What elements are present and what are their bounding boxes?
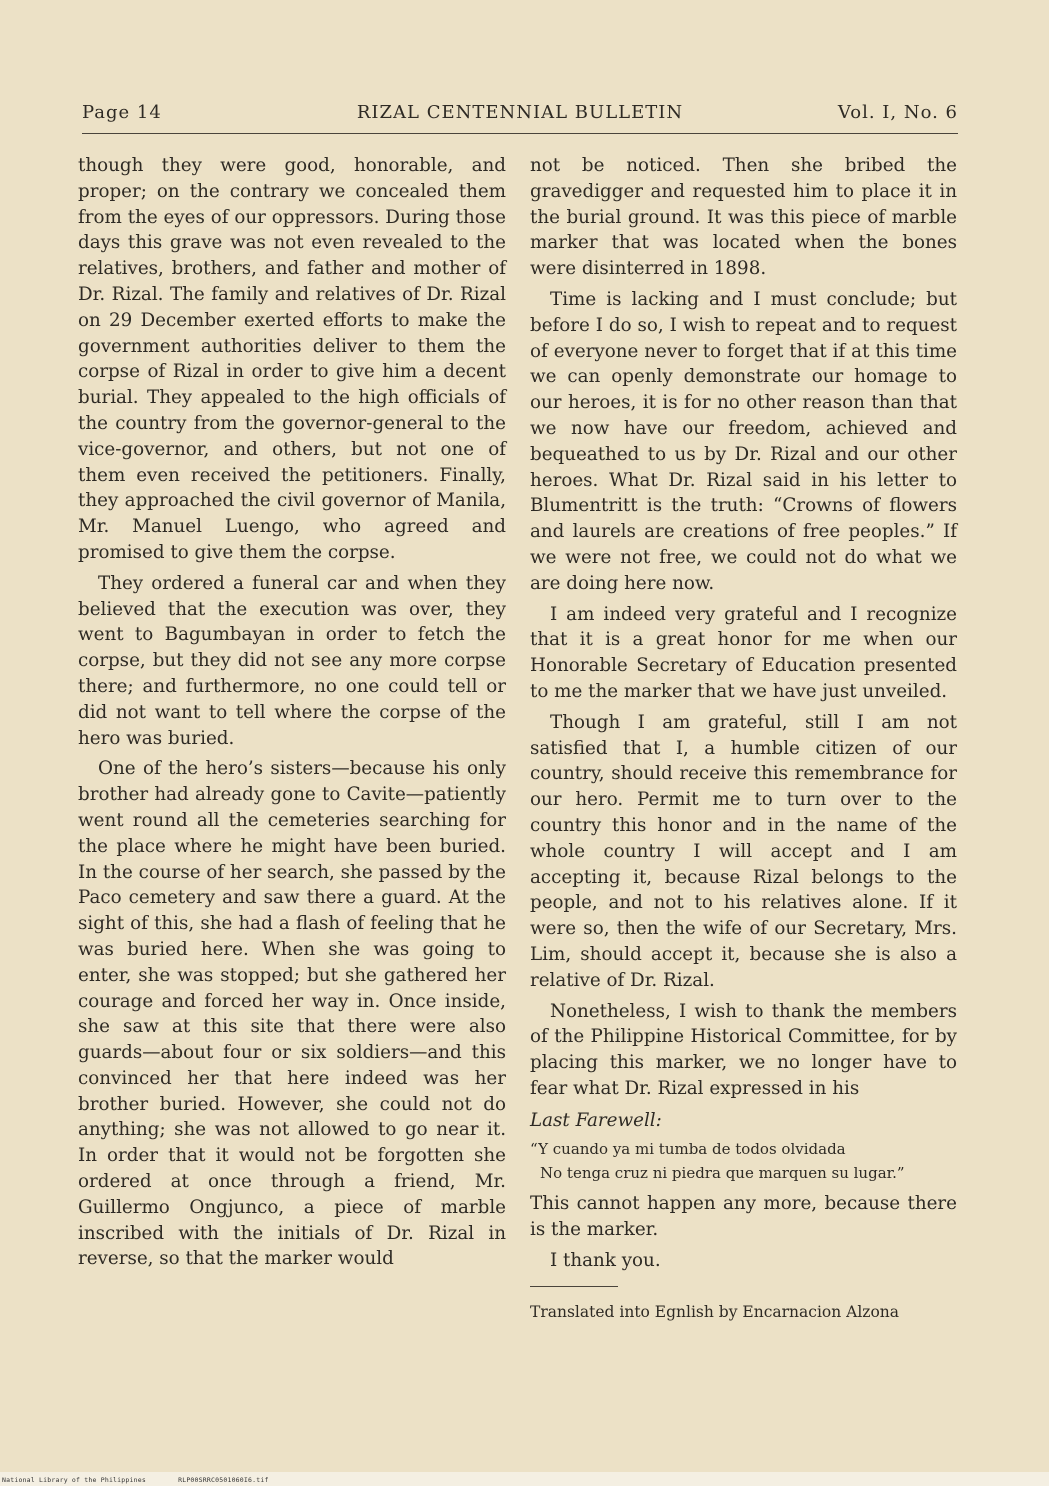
poem-title: Last Farewell: (530, 1109, 662, 1131)
paragraph: though they were good, honorable, and proper; on the contrary we concealed them from the eyes of our oppressors. During those days this grave was not even revealed to the relatives, brothers, and father and mother of Dr. Rizal. The family and relatives of Dr. Rizal on 29 December exerted efforts to make the government authorities deliver to them the corpse of Rizal in order to give him a decent burial. They appealed to the high officials of the country from the governor-general to the vice-governor, and others, but not one of them even received the petitioners. Finally, they approached the civil governor of Manila, Mr. Manuel Luengo, who agreed and promised to give them the corpse. (78, 155, 506, 563)
translation-credit: Translated into Egnlish by Encarnacion Alzona (530, 1302, 900, 1321)
paragraph: Though I am grateful, still I am not satisfied that I, a humble citizen of our country, should receive this remembrance for our hero. Permit me to turn over to the country this honor and in the name of the whole country I will accept and I am accepting it, because Rizal belongs to the people, and not to his relatives alone. If it were so, then the wife of our Secretary, Mrs. Lim, should accept it, because she is also a relative of Dr. Rizal. (530, 711, 957, 991)
scan-footer (2, 1476, 297, 1484)
paragraph: Nonetheless, I wish to thank the members of the Philippine Historical Committee, for by placing this marker, we no longer have to fear what Dr. Rizal expressed in his (530, 1000, 957, 1099)
file-name: RLP00SRRC0501060I6.tif (178, 1476, 269, 1484)
header-rule (82, 133, 958, 134)
publication-title: RIZAL CENTENNIAL BULLETIN (356, 102, 684, 123)
poem-line: No tenga cruz ni piedra que marquen su lugar.” (540, 1164, 905, 1183)
paragraph: They ordered a funeral car and when they believed that the execution was over, they went to Bagumbayan in order to fetch the corpse, but they did not see any more corpse there; and furthermore, no one could tell or did not want to tell where the corpse of the hero was buried. (78, 572, 506, 749)
right-column (530, 153, 957, 1323)
paragraph: One of the hero’s sisters—because his only brother had already gone to Cavite—patiently went round all the cemeteries searching for the place where he might have been buried. In the course of her search, she passed by the Paco cemetery and saw there a guard. At the sight of this, she had a flash of feeling that he was buried here. When she was going to enter, she was stopped; but she gathered her courage and forced her way in. Once inside, she saw at this site that there were also guards—about four or six soldiers—and this convinced her that here indeed was her brother buried. However, she could not do anything; she was not allowed to go near it. In order that it would not be forgotten she ordered at once through a friend, Mr. Guillermo Ongjunco, a piece of marble inscribed with the initials of Dr. Rizal in reverse, so that the marker would (78, 758, 506, 1270)
poem-line: “Y cuando ya mi tumba de todos olvidada (530, 1140, 846, 1159)
running-header (82, 100, 958, 128)
left-column (78, 153, 506, 1277)
paragraph: I thank you. (550, 1250, 661, 1272)
library-name: National Library of the Philippines (2, 1476, 146, 1484)
paragraph: This cannot happen any more, because there is the marker. (530, 1193, 957, 1241)
divider (530, 1286, 618, 1287)
paragraph: not be noticed. Then she bribed the gravedigger and requested him to place it in the burial ground. It was this piece of marble marker that was located when the bones were disinterred in 1898. (530, 155, 957, 280)
poem-quote (530, 1137, 957, 1185)
page-number: Page 14 (82, 102, 162, 123)
paragraph: Time is lacking and I must conclude; but before I do so, I wish to repeat and to request of everyone never to forget that if at this time we can openly demonstrate our homage to our heroes, it is for no other reason than that we now have our freedom, achieved and bequeathed to us by Dr. Rizal and our other heroes. What Dr. Rizal said in his letter to Blumentritt is the truth: “Crowns of flowers and laurels are creations of free peoples.” If we were not free, we could not do what we are doing here now. (530, 288, 957, 594)
paragraph: I am indeed very grateful and I recognize that it is a great honor for me when our Honorable Secretary of Education presented to me the marker that we have just unveiled. (530, 603, 957, 702)
volume-number: Vol. I, No. 6 (837, 102, 958, 123)
